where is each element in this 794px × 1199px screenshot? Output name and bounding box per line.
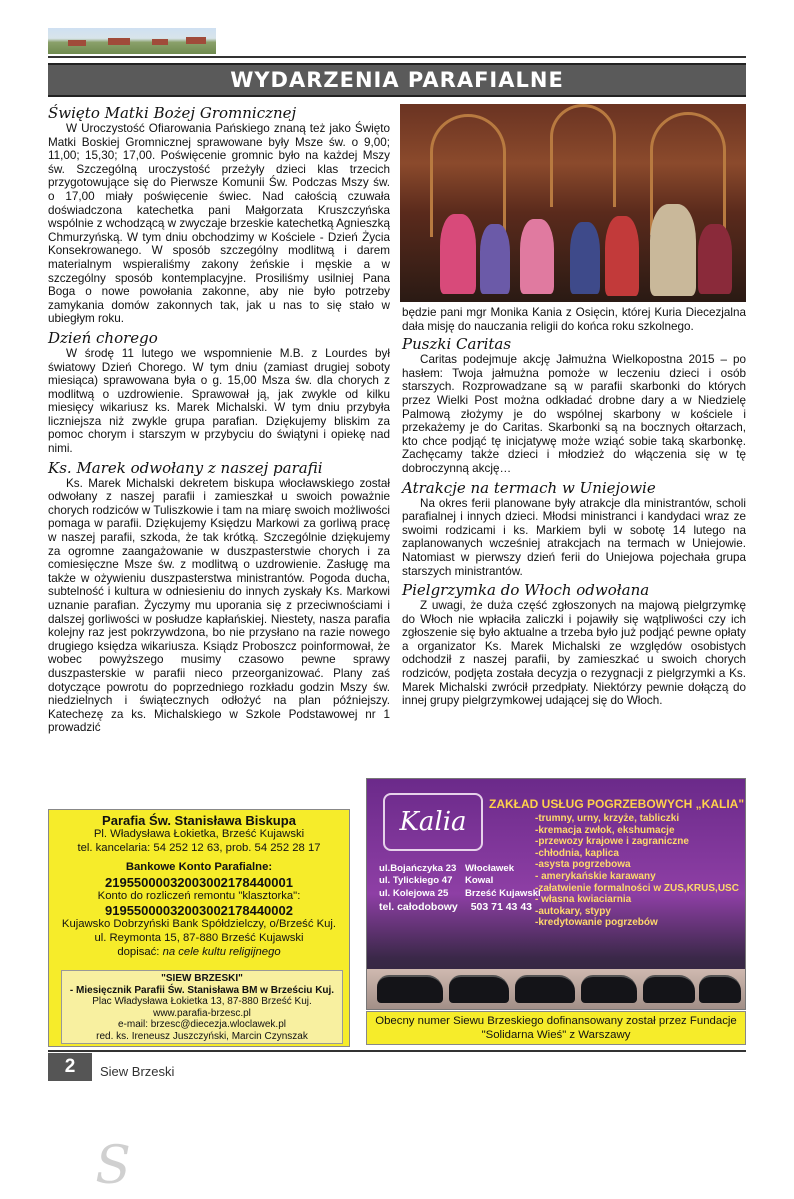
- hearse-car-icon: [449, 975, 509, 1003]
- ad-service: -załatwienie formalności w ZUS,KRUS,USC: [535, 882, 739, 894]
- page-number: 2: [48, 1053, 92, 1081]
- continued-body: będzie pani mgr Monika Kania z Osięcin, której Kuria Diecezjalna dała misję do nauczania religii do końca roku szkolnego.: [402, 306, 746, 333]
- magazine-info: [61, 970, 343, 1196]
- dopisac-label: dopisać:: [117, 945, 160, 958]
- parish-name: Parafia Św. Stanisława Biskupa: [102, 813, 296, 828]
- magazine-name: "SIEW BRZESKI": [161, 973, 243, 984]
- ad-service: -trumny, urny, krzyże, tabliczki: [535, 813, 680, 824]
- section-body-gromnicznej: W Uroczystość Ofiarowania Pańskiego znaną też jako Święto Matki Boskiej Gromnicznej sprawowane były Msze św. o 9,00; 11,00; 15,30; 17,00. Poświęcenie gromnic było na każdej Mszy św. Szczególną uroczystość przeżyły dzieci klas trzecich przygotowujące się do Pierwsze Komunii Św. Podczas Mszy św. o 17,00 miały poświęcenie świec. Nad całością czuwała doświadczona katechetka pani Małgorzata Kruszczyńska wspólnie z wchodzącą w zwyczaje brzeskie katechetką Agnieszką Chmurzyńską. W tym dniu obchodzimy w Kościele - Dzień Życia Konsekrowanego. W sposób szczególny modlitwą i darem materialnym wspieraliśmy zakony żeńskie i męskie a w szczególny sposób kontemplacyjne. Prosiliśmy usilniej Pana Boga o nowe powołania zakonne, aby nie było potrzeby zamykania domów zakonnych tak, jak u nas to się stało w ubiegłym roku.: [48, 122, 390, 326]
- ad-service: -przewozy krajowe i zagraniczne: [535, 836, 689, 848]
- bank-label: Bankowe Konto Parafialne:: [125, 861, 273, 874]
- ad-service: -chłodnia, kaplica: [535, 847, 619, 859]
- parish-phones: tel. kancelaria: 54 252 12 63, prob. 54 252 28 17: [77, 841, 321, 854]
- magazine-www[interactable]: www.parafia-brzesc.pl: [153, 1007, 251, 1019]
- ad-phone-line: [379, 901, 532, 913]
- ad-city: Kowal: [465, 875, 494, 887]
- section-heading-uniejow: Atrakcje na termach w Uniejowie: [402, 478, 656, 497]
- parish-address: Pl. Władysława Łokietka, Brześć Kujawski: [93, 828, 305, 840]
- funding-note: Obecny numer Siewu Brzeskiego dofinansowany został przez Fundacje "Solidarna Wieś" z Warszawy: [366, 1011, 746, 1045]
- kalia-advertisement: [366, 778, 746, 1010]
- section-heading-gromnicznej: Święto Matki Bożej Gromnicznej: [48, 104, 297, 122]
- ad-service: - amerykańskie karawany: [535, 870, 656, 882]
- ad-street: ul. Tylickiego 47: [379, 875, 453, 887]
- bank-account: 21955000032003002178440001: [105, 874, 293, 890]
- section-heading-puszki-caritas: Puszki Caritas: [402, 335, 512, 354]
- church-children-photo: [400, 104, 746, 302]
- ad-street: ul. Kolejowa 25: [379, 887, 449, 899]
- kalia-logo: Kalia: [383, 793, 483, 851]
- section-body-dzien-chorego: W środę 11 lutego we wspomnienie M.B. z Lourdes był światowy Dzień Chorego. W tym dniu (zamiast drugiej soboty miesiąca) sprawowana była o g. 15,00 Msza św. dla chorych z modlitwą o uzdrowienie. Sprawował ją, jak zwykle od kilku miesięcy wikariusz ks. Marek Michalski. W tym dniu przybyła liczniejsza niż zwykle grupa parafian. Dziękujemy bliskim za pomoc chorym i starszym w przybyciu do świątyni i opiekę nad nimi.: [48, 346, 390, 456]
- magazine-editors: red. ks. Ireneusz Juszczyński, Marcin Czynszak: [96, 1030, 308, 1042]
- ad-service: -kredytowanie pogrzebów: [535, 917, 658, 929]
- section-heading-pielgrzymka: Pielgrzymka do Włoch odwołana: [402, 581, 650, 600]
- hearse-car-icon: [699, 975, 741, 1003]
- ad-service: -autokary, stypy: [535, 905, 611, 917]
- ad-service: -kremacja zwłok, ekshumacje: [535, 824, 675, 836]
- hearse-car-icon: [581, 975, 637, 1003]
- page-title: WYDARZENIA PARAFIALNE: [230, 68, 564, 92]
- section-heading-dzien-chorego: Dzień chorego: [48, 328, 158, 347]
- ad-street: ul.Bojańczyka 23: [379, 863, 457, 874]
- bank-address: ul. Reymonta 15, 87-880 Brześć Kujawski: [94, 931, 304, 944]
- ad-phone-label: tel. całodobowy: [379, 901, 458, 913]
- ad-phone: 503 71 43 43: [470, 901, 532, 913]
- section-body-puszki-caritas: Caritas podejmuje akcję Jałmużna Wielkopostna 2015 – po hasłem: Twoja jałmużna pomoże w leczeniu dzieci i osób starszych. Rozprowadzane są w parafii skarbonki do których przez Wielki Post można odkładać drobne dary a w Niedzielę Palmową złożymy je do wspólnej skarbony w kościele i przekażemy je do Caritas. Skarbonki są na bocznych ołtarzach, kto chce podjąć tę inicjatywę może wziąć sobie taką skarbonkę. Zachęcamy także dzieci i młodzież do włączenia się w tę dobroczynną akcję…: [402, 353, 746, 475]
- ad-service: - własna kwiaciarnia: [535, 894, 632, 906]
- hearse-car-icon: [643, 975, 695, 1003]
- section-heading-ks-marek: Ks. Marek odwołany z naszej parafii: [48, 458, 323, 477]
- magazine-address: Plac Władysława Łokietka 13, 87-880 Brześć Kuj.: [92, 996, 312, 1007]
- right-column: [402, 306, 746, 708]
- magazine-email[interactable]: e-mail: brzesc@diecezja.wloclawek.pl: [118, 1019, 286, 1030]
- footer-publication-name: Siew Brzeski: [100, 1064, 175, 1079]
- renovation-account: 91955000032003002178440002: [105, 903, 293, 919]
- parish-info-box: [48, 809, 350, 1196]
- siew-logo-icon: S: [95, 1136, 131, 1196]
- ad-title: ZAKŁAD USŁUG POGRZEBOWYCH „KALIA": [489, 797, 745, 811]
- ad-addresses: [379, 863, 541, 900]
- section-body-pielgrzymka: Z uwagi, że duża część zgłoszonych na majową pielgrzymkę do Włoch nie wpłaciła zaliczki i pojawiły się wątpliwości czy ich zgłoszenie się było aktualne a trzeba było już podjąć pewne opłaty a organizator Ks. Marek Michalski ze względów osobistych odchodził z naszej parafii, by zamieszkać u swoich chorych rodziców, podjęta została decyzja o rezygnacji z pielgrzymki a Ks. Marek Michalski zwrócił przedpłaty. Niektórzy pewnie dołączą do innej grupy pielgrzymkowej udającej się do Włoch.: [402, 599, 746, 708]
- ad-service: -asysta pogrzebowa: [535, 859, 631, 871]
- header-village-photo: [48, 28, 216, 54]
- section-body-uniejow: Na okres ferii planowane były atrakcje dla ministrantów, scholi parafialnej i innych dzieci. Młodsi ministranci i kandydaci wraz ze swoimi rodzicami i ks. Markiem byli w sobotę 14 lutego na zaplanowanych wcześniej atrakcjach na termach w Uniejowie. Natomiast w pierwszy dzień ferii do Uniejowa pojechała grupa starszych ministrantów.: [402, 496, 746, 578]
- ad-services-list: [535, 813, 739, 929]
- bottom-rule: [48, 1050, 746, 1052]
- hearse-car-icon: [515, 975, 575, 1003]
- hearse-car-icon: [377, 975, 443, 1003]
- section-body-ks-marek: Ks. Marek Michalski dekretem biskupa włocławskiego został odwołany z naszej parafii i zamieszkał u swoich poważnie chorych rodziców w Tuliszkowie i tam na miarę swoich możliwości pomaga w parafii. Dziękujemy Księdzu Markowi za gorliwą pracę w naszej parafii, szkoda, że tak krótką. Szczególnie dziękujemy za ogromne zaangażowanie w duszpasterstwie chorych i za comiesięczne Msze św. z modlitwą o uzdrowienie. Zasługę ma także w ożywieniu duszpasterstwa ministrantów. Pogoda ducha, subtelność i kultura w odniesieniu do innych zyskały Ks. Markowi uznanie parafian. Życzymy mu uporania się z przeciwnościami i dalszej gorliwości w posłudze kapłańskiej. Niestety, nasza parafia kolejny raz jest pokrzywdzona, bo nie przysłano na razie nowego drugiego księdza wikariusza. Ksiądz Proboszcz poinformował, że wobec powyższego musimy czasowo pewne sprawy duszpasterskie w parafii nieco przeorganizować. Plany zaś dotyczące powrotu do poprzedniego rozkładu godzin Mszy św. niedzielnych i świątecznych odłożyć na plan późniejszy. Katechezę za ks. Michalskiego w Szkole Podstawowej nr 1 prowadzić: [48, 476, 390, 735]
- ad-city: Brześć Kujawski: [465, 887, 541, 899]
- section-title-bar: [48, 63, 746, 97]
- dopisac-value: na cele kultu religijnego: [162, 945, 281, 958]
- bank-name: Kujawsko Dobrzyński Bank Spółdzielczy, o/Brześć Kuj.: [61, 918, 337, 931]
- magazine-desc: - Miesięcznik Parafii Św. Stanisława BM w Brześciu Kuj.: [69, 984, 335, 996]
- ad-city: Włocławek: [465, 863, 515, 874]
- top-rule: [48, 56, 746, 58]
- left-column: [48, 104, 390, 735]
- renovation-label: Konto do rozliczeń remontu "klasztorka":: [97, 889, 301, 902]
